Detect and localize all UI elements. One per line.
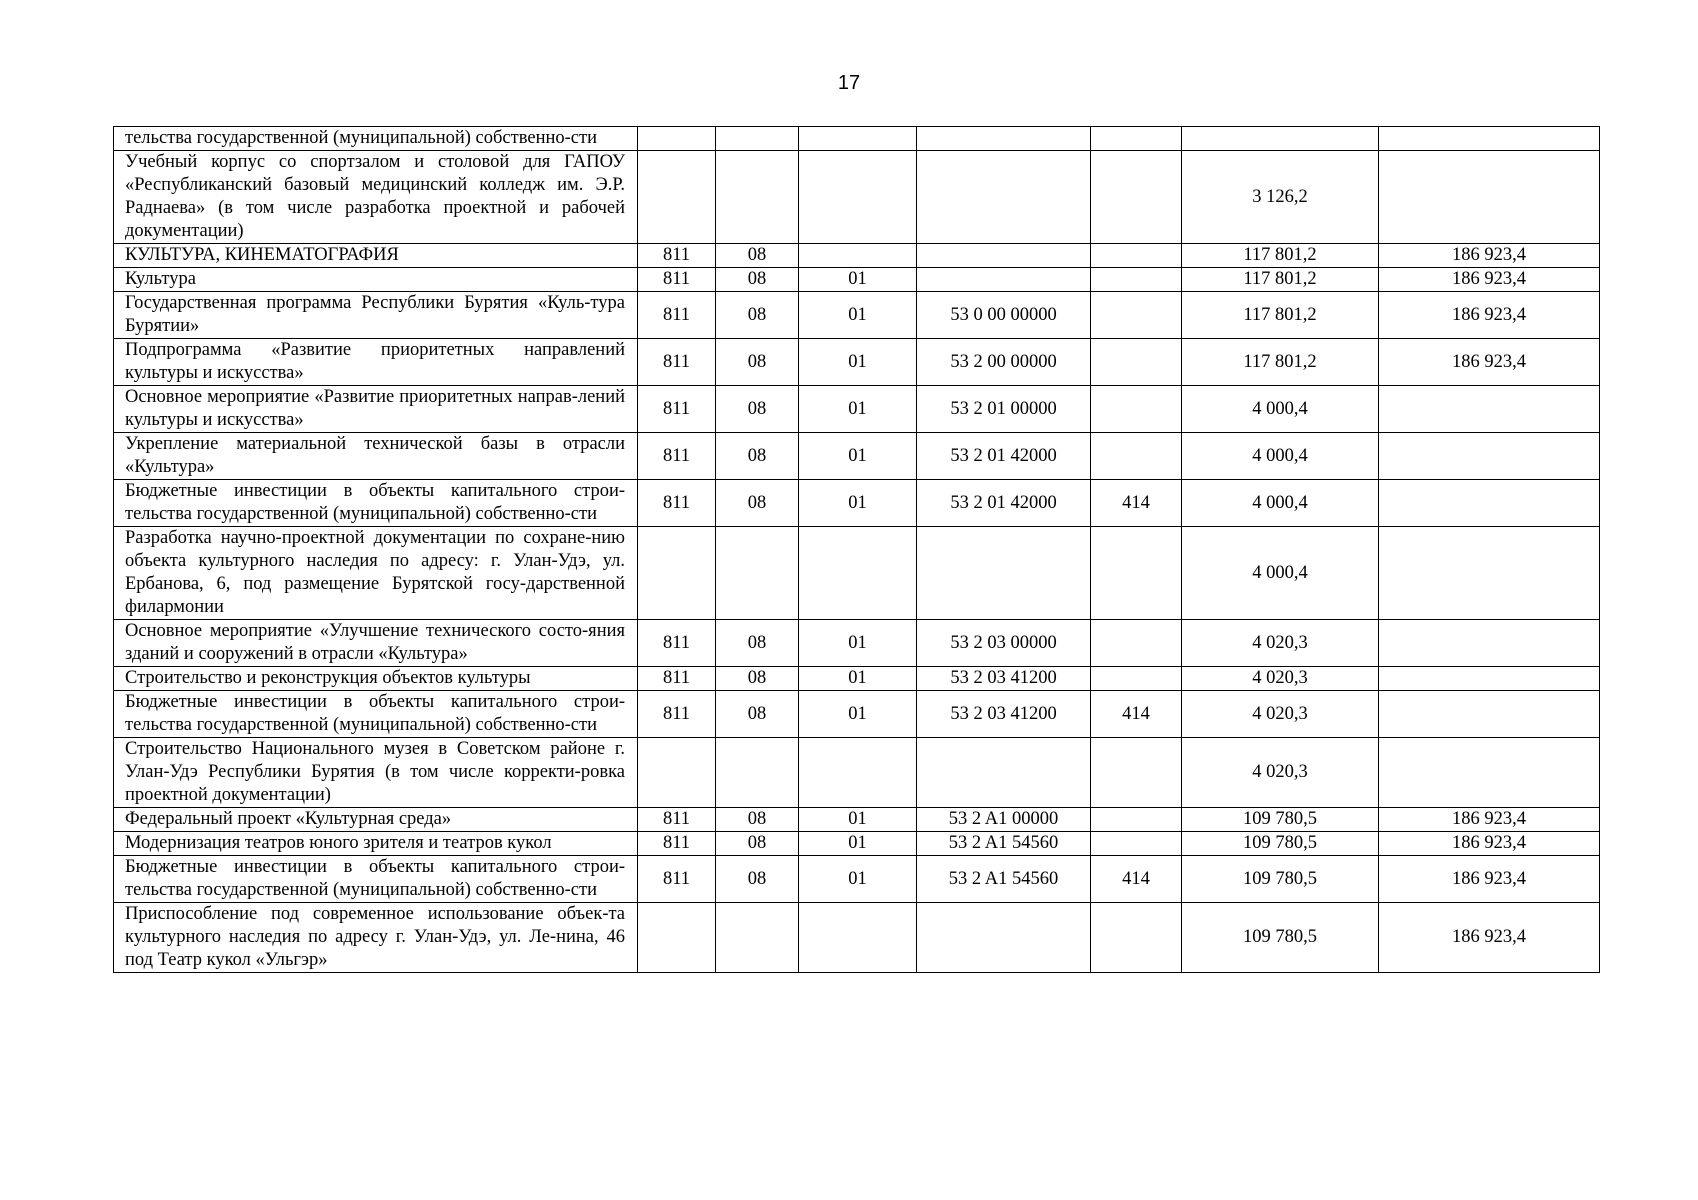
- amount-year-1: 109 780,5: [1182, 808, 1379, 832]
- item-name: Основное мероприятие «Улучшение технического состо-яния зданий и сооружений в отрасли «Культура»: [114, 620, 638, 667]
- target-article-code: 53 0 00 00000: [917, 292, 1091, 339]
- grbs-code: [638, 738, 716, 808]
- target-article-code: [917, 151, 1091, 244]
- amount-year-2: 186 923,4: [1379, 808, 1600, 832]
- expense-type-code: [1091, 339, 1182, 386]
- table-row: [114, 620, 1600, 667]
- amount-year-2: [1379, 386, 1600, 433]
- target-article-code: [917, 244, 1091, 268]
- subsection-code: 01: [799, 292, 917, 339]
- subsection-code: [799, 903, 917, 973]
- section-code: 08: [716, 808, 799, 832]
- table-row: [114, 339, 1600, 386]
- amount-year-2: 186 923,4: [1379, 292, 1600, 339]
- expense-type-code: [1091, 433, 1182, 480]
- expense-type-code: [1091, 268, 1182, 292]
- target-article-code: [917, 903, 1091, 973]
- section-code: 08: [716, 339, 799, 386]
- amount-year-1: 4 000,4: [1182, 386, 1379, 433]
- expense-type-code: 414: [1091, 480, 1182, 527]
- target-article-code: 53 2 01 42000: [917, 480, 1091, 527]
- amount-year-1: 4 000,4: [1182, 527, 1379, 620]
- section-code: 08: [716, 832, 799, 856]
- table-body: [114, 127, 1600, 973]
- section-code: [716, 151, 799, 244]
- target-article-code: 53 2 A1 00000: [917, 808, 1091, 832]
- subsection-code: 01: [799, 433, 917, 480]
- item-name: тельства государственной (муниципальной) собственно-сти: [114, 127, 638, 151]
- grbs-code: 811: [638, 386, 716, 433]
- expense-type-code: 414: [1091, 856, 1182, 903]
- table-row: [114, 292, 1600, 339]
- item-name: Бюджетные инвестиции в объекты капитального строи-тельства государственной (муниципальной) собственно-сти: [114, 480, 638, 527]
- expense-type-code: [1091, 292, 1182, 339]
- expense-type-code: [1091, 386, 1182, 433]
- table-row: [114, 151, 1600, 244]
- target-article-code: 53 2 01 00000: [917, 386, 1091, 433]
- expense-type-code: [1091, 738, 1182, 808]
- subsection-code: 01: [799, 268, 917, 292]
- item-name: Строительство Национального музея в Советском районе г. Улан-Удэ Республики Бурятия (в том числе корректи-ровка проектной документации): [114, 738, 638, 808]
- amount-year-2: [1379, 738, 1600, 808]
- expense-type-code: [1091, 667, 1182, 691]
- grbs-code: [638, 903, 716, 973]
- grbs-code: 811: [638, 832, 716, 856]
- amount-year-1: 109 780,5: [1182, 856, 1379, 903]
- subsection-code: [799, 127, 917, 151]
- section-code: [716, 738, 799, 808]
- amount-year-1: 109 780,5: [1182, 832, 1379, 856]
- item-name: Приспособление под современное использование объек-та культурного наследия по адресу г. Улан-Удэ, ул. Ле-нина, 46 под Театр кукол «Ульгэр»: [114, 903, 638, 973]
- page-number: 17: [837, 72, 861, 94]
- section-code: 08: [716, 433, 799, 480]
- section-code: 08: [716, 244, 799, 268]
- subsection-code: 01: [799, 339, 917, 386]
- amount-year-1: 4 020,3: [1182, 738, 1379, 808]
- target-article-code: 53 2 00 00000: [917, 339, 1091, 386]
- subsection-code: 01: [799, 808, 917, 832]
- subsection-code: 01: [799, 667, 917, 691]
- table-row: [114, 691, 1600, 738]
- amount-year-2: [1379, 151, 1600, 244]
- item-name: Подпрограмма «Развитие приоритетных направлений культуры и искусства»: [114, 339, 638, 386]
- section-code: 08: [716, 386, 799, 433]
- section-code: 08: [716, 620, 799, 667]
- grbs-code: 811: [638, 339, 716, 386]
- amount-year-1: 4 020,3: [1182, 620, 1379, 667]
- grbs-code: 811: [638, 268, 716, 292]
- amount-year-2: 186 923,4: [1379, 832, 1600, 856]
- grbs-code: 811: [638, 244, 716, 268]
- expense-type-code: [1091, 620, 1182, 667]
- table-row: [114, 667, 1600, 691]
- amount-year-1: 117 801,2: [1182, 292, 1379, 339]
- expense-type-code: [1091, 808, 1182, 832]
- amount-year-1: 117 801,2: [1182, 268, 1379, 292]
- section-code: [716, 127, 799, 151]
- amount-year-1: 4 020,3: [1182, 691, 1379, 738]
- section-code: 08: [716, 268, 799, 292]
- amount-year-2: [1379, 433, 1600, 480]
- subsection-code: 01: [799, 856, 917, 903]
- target-article-code: [917, 127, 1091, 151]
- amount-year-1: 4 020,3: [1182, 667, 1379, 691]
- amount-year-1: 109 780,5: [1182, 903, 1379, 973]
- subsection-code: [799, 738, 917, 808]
- expense-type-code: [1091, 244, 1182, 268]
- subsection-code: 01: [799, 620, 917, 667]
- amount-year-1: 4 000,4: [1182, 480, 1379, 527]
- item-name: Разработка научно-проектной документации по сохране-нию объекта культурного наследия по адресу: г. Улан-Удэ, ул. Ербанова, 6, под размещение Бурятской госу-дарственной филармонии: [114, 527, 638, 620]
- target-article-code: 53 2 03 00000: [917, 620, 1091, 667]
- amount-year-2: 186 923,4: [1379, 903, 1600, 973]
- amount-year-2: [1379, 667, 1600, 691]
- amount-year-2: 186 923,4: [1379, 339, 1600, 386]
- section-code: [716, 527, 799, 620]
- table-row: [114, 738, 1600, 808]
- grbs-code: 811: [638, 433, 716, 480]
- grbs-code: 811: [638, 856, 716, 903]
- expense-type-code: [1091, 127, 1182, 151]
- section-code: 08: [716, 856, 799, 903]
- item-name: Культура: [114, 268, 638, 292]
- expense-type-code: 414: [1091, 691, 1182, 738]
- expense-type-code: [1091, 903, 1182, 973]
- grbs-code: 811: [638, 620, 716, 667]
- section-code: 08: [716, 292, 799, 339]
- item-name: Модернизация театров юного зрителя и театров кукол: [114, 832, 638, 856]
- section-code: 08: [716, 480, 799, 527]
- target-article-code: [917, 268, 1091, 292]
- amount-year-1: 3 126,2: [1182, 151, 1379, 244]
- subsection-code: [799, 244, 917, 268]
- target-article-code: [917, 527, 1091, 620]
- table-row: [114, 386, 1600, 433]
- section-code: 08: [716, 667, 799, 691]
- item-name: Федеральный проект «Культурная среда»: [114, 808, 638, 832]
- item-name: Государственная программа Республики Бурятия «Куль-тура Бурятии»: [114, 292, 638, 339]
- amount-year-2: [1379, 480, 1600, 527]
- grbs-code: 811: [638, 667, 716, 691]
- amount-year-1: [1182, 127, 1379, 151]
- amount-year-2: [1379, 127, 1600, 151]
- item-name: КУЛЬТУРА, КИНЕМАТОГРАФИЯ: [114, 244, 638, 268]
- grbs-code: 811: [638, 691, 716, 738]
- grbs-code: 811: [638, 808, 716, 832]
- expense-type-code: [1091, 151, 1182, 244]
- subsection-code: 01: [799, 832, 917, 856]
- table-row: [114, 127, 1600, 151]
- grbs-code: [638, 527, 716, 620]
- target-article-code: [917, 738, 1091, 808]
- amount-year-2: [1379, 691, 1600, 738]
- amount-year-2: 186 923,4: [1379, 244, 1600, 268]
- target-article-code: 53 2 01 42000: [917, 433, 1091, 480]
- subsection-code: 01: [799, 691, 917, 738]
- subsection-code: [799, 151, 917, 244]
- table-row: [114, 433, 1600, 480]
- amount-year-2: 186 923,4: [1379, 856, 1600, 903]
- table-row: [114, 268, 1600, 292]
- table-row: [114, 832, 1600, 856]
- section-code: 08: [716, 691, 799, 738]
- section-code: [716, 903, 799, 973]
- item-name: Основное мероприятие «Развитие приоритетных направ-лений культуры и искусства»: [114, 386, 638, 433]
- table-row: [114, 903, 1600, 973]
- subsection-code: 01: [799, 480, 917, 527]
- item-name: Бюджетные инвестиции в объекты капитального строи-тельства государственной (муниципальной) собственно-сти: [114, 856, 638, 903]
- table-row: [114, 527, 1600, 620]
- item-name: Учебный корпус со спортзалом и столовой для ГАПОУ «Республиканский базовый медицинский колледж им. Э.Р. Раднаева» (в том числе разработка проектной и рабочей документации): [114, 151, 638, 244]
- subsection-code: 01: [799, 386, 917, 433]
- target-article-code: 53 2 03 41200: [917, 691, 1091, 738]
- table-row: [114, 856, 1600, 903]
- item-name: Бюджетные инвестиции в объекты капитального строи-тельства государственной (муниципальной) собственно-сти: [114, 691, 638, 738]
- table-row: [114, 480, 1600, 527]
- table-row: [114, 244, 1600, 268]
- target-article-code: 53 2 A1 54560: [917, 856, 1091, 903]
- amount-year-1: 117 801,2: [1182, 339, 1379, 386]
- grbs-code: 811: [638, 480, 716, 527]
- grbs-code: 811: [638, 292, 716, 339]
- target-article-code: 53 2 A1 54560: [917, 832, 1091, 856]
- amount-year-1: 117 801,2: [1182, 244, 1379, 268]
- grbs-code: [638, 127, 716, 151]
- grbs-code: [638, 151, 716, 244]
- amount-year-1: 4 000,4: [1182, 433, 1379, 480]
- expense-type-code: [1091, 527, 1182, 620]
- amount-year-2: [1379, 527, 1600, 620]
- subsection-code: [799, 527, 917, 620]
- table-row: [114, 808, 1600, 832]
- budget-table: [113, 126, 1600, 973]
- item-name: Укрепление материальной технической базы в отрасли «Культура»: [114, 433, 638, 480]
- amount-year-2: [1379, 620, 1600, 667]
- target-article-code: 53 2 03 41200: [917, 667, 1091, 691]
- expense-type-code: [1091, 832, 1182, 856]
- item-name: Строительство и реконструкция объектов культуры: [114, 667, 638, 691]
- amount-year-2: 186 923,4: [1379, 268, 1600, 292]
